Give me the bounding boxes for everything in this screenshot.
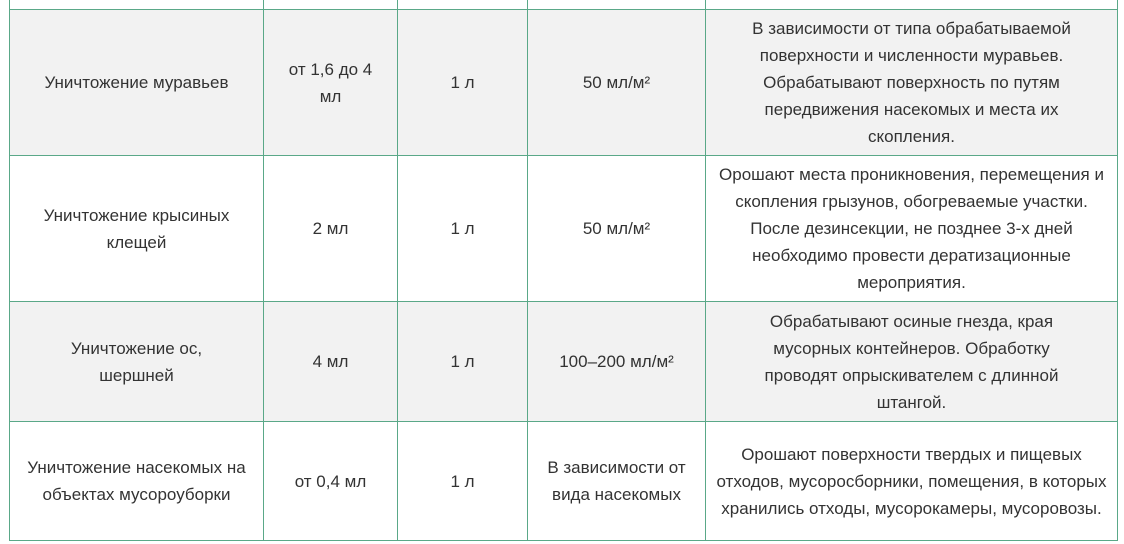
purpose-cell: Уничтожение ос, шершней (10, 302, 264, 422)
table-row (10, 156, 1118, 302)
rate-cell: В зависимости от вида насекомых (528, 422, 706, 541)
rate-cell: 50 мл/м² (528, 156, 706, 302)
notes-cell: Орошают поверхности твердых и пищевых отходов, мусоросборники, помещения, в которых хранились отходы, мусорокамеры, мусоровозы. (706, 422, 1118, 541)
notes-cell: В зависимости от типа обрабатываемой поверхности и численности муравьев. Обрабатывают поверхность по путям передвижения насекомых и места их скопления. (706, 10, 1118, 156)
purpose-cell: Уничтожение насекомых на объектах мусороуборки (10, 422, 264, 541)
water-cell: 1 л (398, 302, 528, 422)
table-row (10, 422, 1118, 541)
table-row-partial (10, 0, 1118, 10)
rate-cell: 50 мл/м² (528, 10, 706, 156)
dose-cell: от 0,4 мл (264, 422, 398, 541)
notes-cell: Орошают места проникновения, перемещения и скопления грызунов, обогреваемые участки. После дезинсекции, не позднее 3-х дней необходимо провести дератизационные мероприятия. (706, 156, 1118, 302)
water-cell: 1 л (398, 156, 528, 302)
table-row (10, 302, 1118, 422)
purpose-cell: Уничтожение крысиных клещей (10, 156, 264, 302)
dosage-table (9, 0, 1118, 541)
rate-cell: 100–200 мл/м² (528, 302, 706, 422)
purpose-cell: Уничтожение муравьев (10, 10, 264, 156)
notes-cell: Обрабатывают осиные гнезда, края мусорных контейнеров. Обработку проводят опрыскивателем с длинной штангой. (706, 302, 1118, 422)
dose-cell: от 1,6 до 4 мл (264, 10, 398, 156)
dose-cell: 2 мл (264, 156, 398, 302)
table-row (10, 10, 1118, 156)
dose-cell: 4 мл (264, 302, 398, 422)
water-cell: 1 л (398, 10, 528, 156)
water-cell: 1 л (398, 422, 528, 541)
